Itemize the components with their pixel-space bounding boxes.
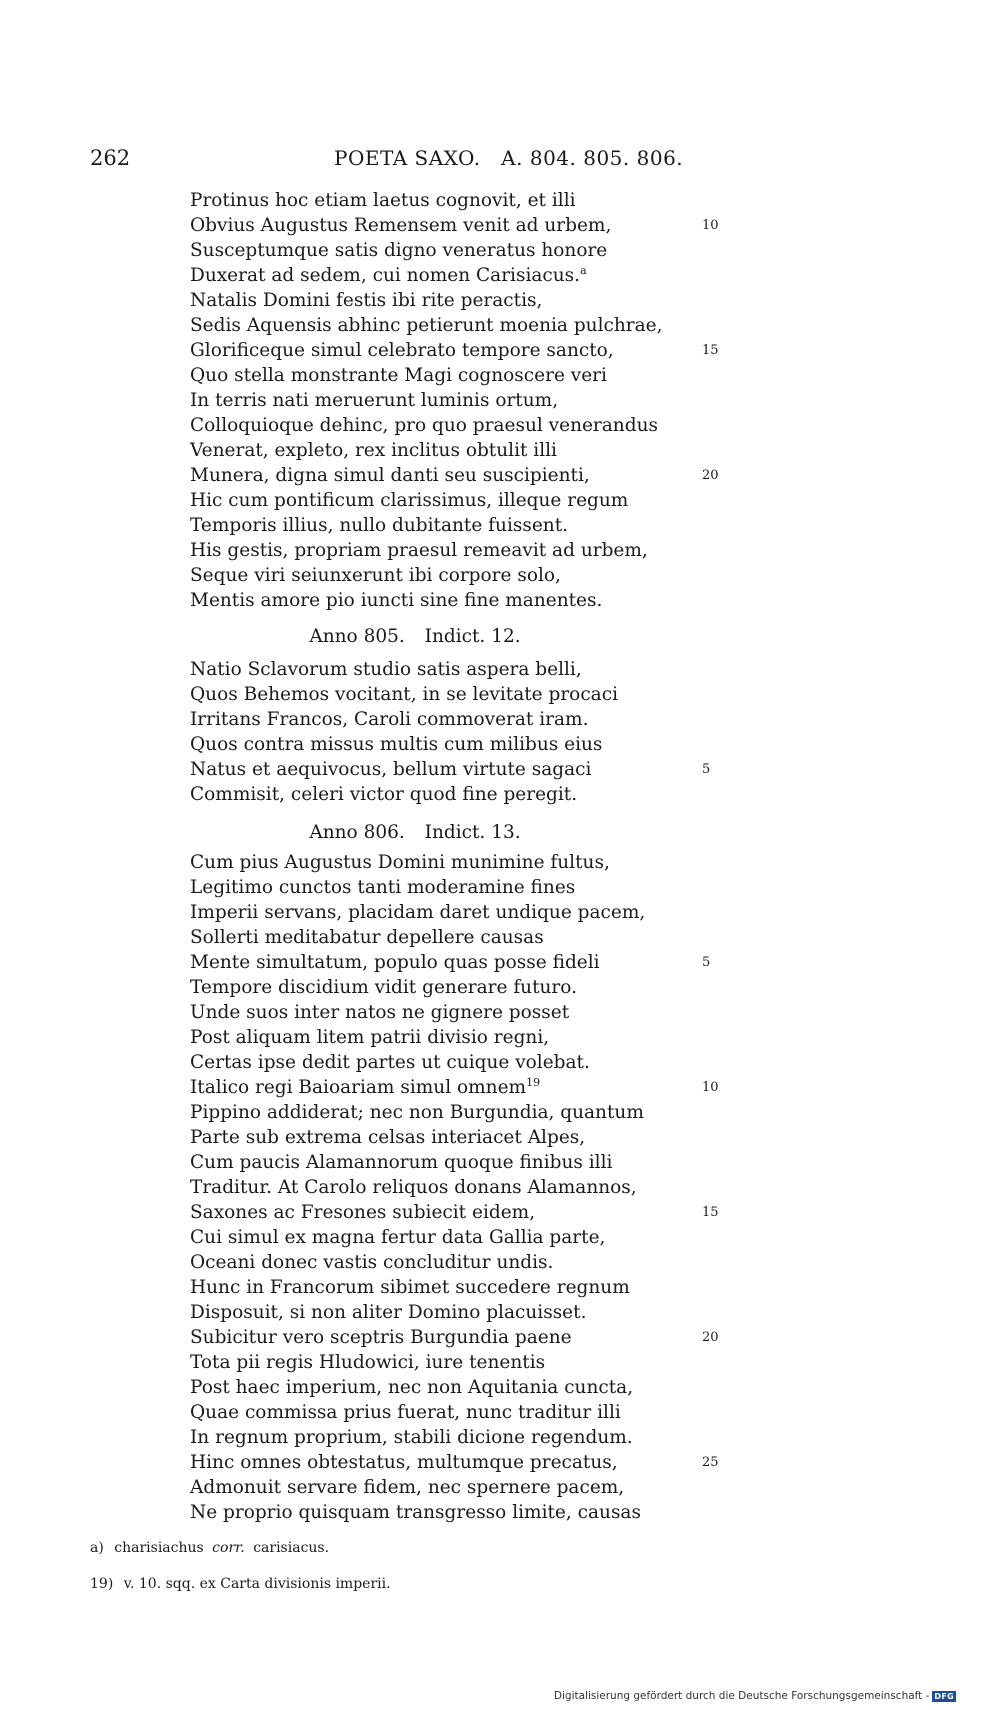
verse-text: Admonuit servare fidem, nec spernere pacem, <box>190 1477 625 1498</box>
verse-text: Hunc in Francorum sibimet succedere regnum <box>190 1277 630 1298</box>
verse-line <box>190 1200 719 1225</box>
footnote-marker: a) <box>90 1540 104 1556</box>
verse-line <box>190 1325 719 1350</box>
verse-line <box>190 1450 719 1475</box>
verse-text: Irritans Francos, Caroli commoverat iram. <box>190 709 589 730</box>
line-number: 15 <box>702 343 719 358</box>
indiction-label: Indict. 12. <box>424 626 521 647</box>
verse-line <box>190 238 710 263</box>
verse-text: Quos contra missus multis cum milibus eius <box>190 734 603 755</box>
verse-line <box>190 388 710 413</box>
verse-text: Cum paucis Alamannorum quoque finibus illi <box>190 1152 613 1173</box>
verse-line <box>190 1050 710 1075</box>
verse-text: Natio Sclavorum studio satis aspera belli, <box>190 659 582 680</box>
verse-line <box>190 1350 710 1375</box>
verse-line <box>190 707 710 732</box>
verse-text: Parte sub extrema celsas interiacet Alpes, <box>190 1127 586 1148</box>
indiction-label: Indict. 13. <box>424 822 521 843</box>
year-heading-805 <box>190 624 640 649</box>
verse-line <box>190 732 710 757</box>
verse-text: Italico regi Baioariam simul omnem <box>190 1077 527 1098</box>
verse-line <box>190 1300 710 1325</box>
verse-line <box>190 1500 710 1525</box>
verse-line <box>190 1175 710 1200</box>
verse-line <box>190 975 710 1000</box>
verse-line <box>190 1375 710 1400</box>
footnote-19 <box>90 1574 391 1594</box>
verse-line <box>190 1100 710 1125</box>
verse-text: Post haec imperium, nec non Aquitania cuncta, <box>190 1377 634 1398</box>
footnote-editorial: corr. <box>212 1540 245 1556</box>
year-label: Anno 805. <box>309 626 405 647</box>
line-number: 20 <box>702 1330 719 1345</box>
verse-line <box>190 438 710 463</box>
verse-block-806 <box>190 850 719 1525</box>
verse-text: Pippino addiderat; nec non Burgundia, quantum <box>190 1102 644 1123</box>
verse-text: Hinc omnes obtestatus, multumque precatus, <box>190 1452 618 1473</box>
verse-text: Sedis Aquensis abhinc petierunt moenia pulchrae, <box>190 315 663 336</box>
verse-line <box>190 1250 710 1275</box>
footnote-reading: charisiachus <box>114 1540 204 1556</box>
verse-text: Cui simul ex magna fertur data Gallia parte, <box>190 1227 606 1248</box>
verse-line <box>190 513 710 538</box>
verse-line <box>190 875 710 900</box>
verse-line <box>190 338 719 363</box>
footnote-correction: carisiacus. <box>253 1540 330 1556</box>
verse-line <box>190 925 710 950</box>
verse-text: Mente simultatum, populo quas posse fideli <box>190 952 600 973</box>
verse-text: Sollerti meditabatur depellere causas <box>190 927 544 948</box>
verse-block-804 <box>190 188 719 613</box>
verse-text: Saxones ac Fresones subiecit eidem, <box>190 1202 536 1223</box>
footnote-a <box>90 1538 329 1558</box>
verse-text: Tempore discidium vidit generare futuro. <box>190 977 577 998</box>
verse-text: Certas ipse dedit partes ut cuique volebat. <box>190 1052 590 1073</box>
verse-line <box>190 1225 710 1250</box>
footnote-marker: 19) <box>90 1576 114 1592</box>
verse-line <box>190 363 710 388</box>
year-label: Anno 806. <box>309 822 405 843</box>
verse-line <box>190 657 710 682</box>
digitization-credit <box>554 1690 956 1702</box>
verse-line <box>190 1025 710 1050</box>
verse-line <box>190 1125 710 1150</box>
verse-text: Mentis amore pio iuncti sine fine manentes. <box>190 590 603 611</box>
verse-text: Colloquioque dehinc, pro quo praesul venerandus <box>190 415 658 436</box>
verse-line <box>190 463 719 488</box>
line-number: 5 <box>702 762 711 777</box>
verse-text: In regnum proprium, stabili dicione regendum. <box>190 1427 633 1448</box>
verse-text: Quo stella monstrante Magi cognoscere veri <box>190 365 607 386</box>
line-number: 15 <box>702 1205 719 1220</box>
verse-line <box>190 850 710 875</box>
verse-text: Imperii servans, placidam daret undique pacem, <box>190 902 646 923</box>
verse-line <box>190 757 710 782</box>
running-title: POETA SAXO. A. 804. 805. 806. <box>334 146 684 170</box>
verse-line <box>190 1475 710 1500</box>
verse-line <box>190 1000 710 1025</box>
verse-text: His gestis, propriam praesul remeavit ad urbem, <box>190 540 648 561</box>
footnote-text: v. 10. sqq. ex Carta divisionis imperii. <box>123 1576 391 1592</box>
verse-text: Cum pius Augustus Domini munimine fultus, <box>190 852 610 873</box>
verse-text: Seque viri seiunxerunt ibi corpore solo, <box>190 565 561 586</box>
verse-line <box>190 188 710 213</box>
line-number: 5 <box>702 955 711 970</box>
verse-text: Duxerat ad sedem, cui nomen Carisiacus. <box>190 265 581 286</box>
verse-line <box>190 1400 710 1425</box>
verse-text: Traditur. At Carolo reliquos donans Alamannos, <box>190 1177 637 1198</box>
verse-line <box>190 563 710 588</box>
verse-line <box>190 682 710 707</box>
page-number: 262 <box>90 146 131 170</box>
running-header <box>90 146 684 176</box>
verse-text: Munera, digna simul danti seu suscipienti, <box>190 465 590 486</box>
verse-line <box>190 313 710 338</box>
year-heading-806 <box>190 820 640 845</box>
verse-text: Oceani donec vastis concluditur undis. <box>190 1252 554 1273</box>
verse-text: Unde suos inter natos ne gignere posset <box>190 1002 570 1023</box>
verse-text: Temporis illius, nullo dubitante fuissent. <box>190 515 569 536</box>
verse-line <box>190 588 710 613</box>
digitization-text: Digitalisierung gefördert durch die Deutsche Forschungsgemeinschaft - <box>553 1690 930 1702</box>
verse-text: Tota pii regis Hludowici, iure tenentis <box>190 1352 546 1373</box>
line-number: 10 <box>702 1080 719 1095</box>
verse-text: Hic cum pontificum clarissimus, illeque regum <box>190 490 629 511</box>
verse-text: Natus et aequivocus, bellum virtute sagaci <box>190 759 592 780</box>
verse-text: Venerat, expleto, rex inclitus obtulit illi <box>190 440 557 461</box>
footnote-ref: 19 <box>526 1075 541 1089</box>
verse-text: Obvius Augustus Remensem venit ad urbem, <box>190 215 612 236</box>
verse-text: Disposuit, si non aliter Domino placuisset. <box>190 1302 587 1323</box>
verse-line <box>190 213 719 238</box>
verse-line <box>190 950 710 975</box>
verse-line <box>190 413 710 438</box>
verse-line <box>190 538 710 563</box>
verse-line <box>190 1275 710 1300</box>
verse-line <box>190 1425 710 1450</box>
verse-line <box>190 782 710 807</box>
verse-block-805 <box>190 657 710 807</box>
verse-text: Glorificeque simul celebrato tempore sancto, <box>190 340 614 361</box>
verse-text: In terris nati meruerunt luminis ortum, <box>190 390 559 411</box>
line-number: 10 <box>702 218 719 233</box>
verse-line <box>190 1075 719 1100</box>
footnote-ref: a <box>580 263 587 277</box>
verse-text: Commisit, celeri victor quod fine peregit. <box>190 784 578 805</box>
verse-text: Post aliquam litem patrii divisio regni, <box>190 1027 550 1048</box>
line-number: 25 <box>702 1455 719 1470</box>
verse-text: Legitimo cunctos tanti moderamine fines <box>190 877 576 898</box>
dfg-logo: DFG <box>934 1691 954 1701</box>
verse-text: Protinus hoc etiam laetus cognovit, et illi <box>190 190 576 211</box>
verse-text: Quae commissa prius fuerat, nunc traditur illi <box>190 1402 621 1423</box>
verse-line <box>190 900 710 925</box>
verse-line <box>190 488 710 513</box>
verse-line <box>190 263 710 288</box>
verse-line <box>190 288 710 313</box>
verse-text: Susceptumque satis digno veneratus honore <box>190 240 608 261</box>
verse-text: Natalis Domini festis ibi rite peractis, <box>190 290 543 311</box>
verse-line <box>190 1150 710 1175</box>
verse-text: Quos Behemos vocitant, in se levitate procaci <box>190 684 618 705</box>
verse-text: Subicitur vero sceptris Burgundia paene <box>190 1327 572 1348</box>
line-number: 20 <box>702 468 719 483</box>
verse-text: Ne proprio quisquam transgresso limite, causas <box>190 1502 641 1523</box>
